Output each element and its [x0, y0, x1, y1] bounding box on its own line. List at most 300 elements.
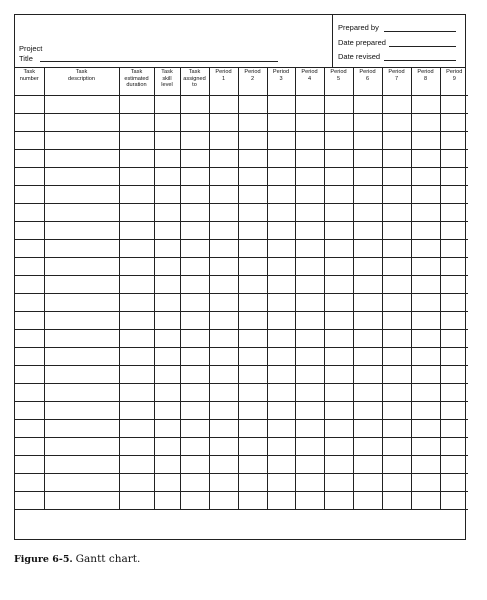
table-cell[interactable] — [209, 222, 238, 240]
table-cell[interactable] — [353, 240, 382, 258]
table-cell[interactable] — [180, 204, 209, 222]
table-cell[interactable] — [295, 330, 324, 348]
table-cell[interactable] — [209, 384, 238, 402]
table-cell[interactable] — [209, 348, 238, 366]
table-cell[interactable] — [119, 420, 154, 438]
table-cell[interactable] — [267, 240, 295, 258]
table-cell[interactable] — [295, 276, 324, 294]
table-cell[interactable] — [353, 420, 382, 438]
table-cell[interactable] — [324, 402, 353, 420]
table-cell[interactable] — [440, 474, 468, 492]
table-cell[interactable] — [353, 222, 382, 240]
table-cell[interactable] — [267, 420, 295, 438]
table-cell[interactable] — [44, 132, 119, 150]
table-cell[interactable] — [382, 492, 411, 510]
table-cell[interactable] — [180, 258, 209, 276]
table-cell[interactable] — [180, 276, 209, 294]
table-cell[interactable] — [180, 474, 209, 492]
table-cell[interactable] — [15, 312, 44, 330]
table-cell[interactable] — [353, 132, 382, 150]
table-cell[interactable] — [411, 312, 440, 330]
table-cell[interactable] — [295, 240, 324, 258]
table-cell[interactable] — [15, 492, 44, 510]
table-cell[interactable] — [382, 240, 411, 258]
table-cell[interactable] — [382, 348, 411, 366]
table-cell[interactable] — [15, 402, 44, 420]
table-cell[interactable] — [295, 312, 324, 330]
table-cell[interactable] — [440, 492, 468, 510]
table-cell[interactable] — [238, 348, 267, 366]
table-cell[interactable] — [154, 312, 180, 330]
table-cell[interactable] — [295, 402, 324, 420]
table-cell[interactable] — [353, 258, 382, 276]
table-cell[interactable] — [15, 96, 44, 114]
table-cell[interactable] — [267, 348, 295, 366]
table-cell[interactable] — [353, 492, 382, 510]
table-cell[interactable] — [411, 294, 440, 312]
table-cell[interactable] — [180, 330, 209, 348]
table-cell[interactable] — [15, 186, 44, 204]
table-cell[interactable] — [382, 114, 411, 132]
table-cell[interactable] — [295, 420, 324, 438]
table-cell[interactable] — [324, 258, 353, 276]
table-cell[interactable] — [382, 312, 411, 330]
table-cell[interactable] — [382, 456, 411, 474]
table-cell[interactable] — [15, 456, 44, 474]
table-cell[interactable] — [324, 384, 353, 402]
table-cell[interactable] — [238, 492, 267, 510]
table-cell[interactable] — [295, 474, 324, 492]
table-cell[interactable] — [44, 276, 119, 294]
table-cell[interactable] — [324, 294, 353, 312]
table-cell[interactable] — [324, 132, 353, 150]
table-cell[interactable] — [411, 114, 440, 132]
table-cell[interactable] — [44, 348, 119, 366]
table-cell[interactable] — [209, 474, 238, 492]
table-cell[interactable] — [44, 96, 119, 114]
table-cell[interactable] — [440, 384, 468, 402]
table-cell[interactable] — [267, 114, 295, 132]
table-cell[interactable] — [353, 402, 382, 420]
table-cell[interactable] — [209, 186, 238, 204]
table-cell[interactable] — [267, 330, 295, 348]
table-cell[interactable] — [180, 186, 209, 204]
table-cell[interactable] — [324, 96, 353, 114]
table-cell[interactable] — [267, 492, 295, 510]
table-cell[interactable] — [295, 186, 324, 204]
table-cell[interactable] — [119, 168, 154, 186]
table-cell[interactable] — [267, 402, 295, 420]
table-cell[interactable] — [440, 366, 468, 384]
table-cell[interactable] — [180, 312, 209, 330]
table-cell[interactable] — [267, 168, 295, 186]
table-cell[interactable] — [209, 492, 238, 510]
table-cell[interactable] — [411, 258, 440, 276]
table-cell[interactable] — [209, 96, 238, 114]
table-cell[interactable] — [154, 366, 180, 384]
table-cell[interactable] — [324, 186, 353, 204]
table-cell[interactable] — [440, 132, 468, 150]
table-cell[interactable] — [238, 312, 267, 330]
table-cell[interactable] — [15, 132, 44, 150]
table-cell[interactable] — [440, 168, 468, 186]
table-cell[interactable] — [15, 240, 44, 258]
table-cell[interactable] — [411, 276, 440, 294]
table-cell[interactable] — [267, 474, 295, 492]
table-cell[interactable] — [209, 438, 238, 456]
table-cell[interactable] — [154, 348, 180, 366]
table-cell[interactable] — [119, 204, 154, 222]
table-cell[interactable] — [382, 132, 411, 150]
table-cell[interactable] — [324, 168, 353, 186]
table-cell[interactable] — [44, 384, 119, 402]
table-cell[interactable] — [44, 330, 119, 348]
date-revised-field[interactable] — [384, 60, 456, 61]
table-cell[interactable] — [119, 438, 154, 456]
table-cell[interactable] — [119, 312, 154, 330]
table-cell[interactable] — [154, 384, 180, 402]
table-cell[interactable] — [353, 366, 382, 384]
table-cell[interactable] — [238, 222, 267, 240]
table-cell[interactable] — [209, 204, 238, 222]
table-cell[interactable] — [440, 420, 468, 438]
table-cell[interactable] — [180, 132, 209, 150]
table-cell[interactable] — [440, 348, 468, 366]
table-cell[interactable] — [295, 114, 324, 132]
table-cell[interactable] — [440, 330, 468, 348]
table-cell[interactable] — [382, 222, 411, 240]
table-cell[interactable] — [353, 96, 382, 114]
table-cell[interactable] — [119, 276, 154, 294]
table-cell[interactable] — [440, 204, 468, 222]
table-cell[interactable] — [295, 456, 324, 474]
table-cell[interactable] — [295, 168, 324, 186]
table-cell[interactable] — [411, 384, 440, 402]
table-cell[interactable] — [440, 258, 468, 276]
table-cell[interactable] — [440, 438, 468, 456]
table-cell[interactable] — [119, 114, 154, 132]
table-cell[interactable] — [154, 222, 180, 240]
table-cell[interactable] — [295, 492, 324, 510]
table-cell[interactable] — [238, 474, 267, 492]
table-cell[interactable] — [382, 150, 411, 168]
table-cell[interactable] — [15, 330, 44, 348]
table-cell[interactable] — [180, 168, 209, 186]
table-cell[interactable] — [154, 294, 180, 312]
table-cell[interactable] — [44, 258, 119, 276]
table-cell[interactable] — [324, 150, 353, 168]
table-cell[interactable] — [209, 420, 238, 438]
prepared-by-field[interactable] — [384, 31, 456, 32]
table-cell[interactable] — [411, 456, 440, 474]
table-cell[interactable] — [180, 456, 209, 474]
table-cell[interactable] — [324, 420, 353, 438]
table-cell[interactable] — [15, 366, 44, 384]
table-cell[interactable] — [238, 330, 267, 348]
table-cell[interactable] — [154, 186, 180, 204]
table-cell[interactable] — [382, 402, 411, 420]
table-cell[interactable] — [119, 240, 154, 258]
table-cell[interactable] — [353, 204, 382, 222]
table-cell[interactable] — [324, 456, 353, 474]
table-cell[interactable] — [382, 204, 411, 222]
table-cell[interactable] — [180, 240, 209, 258]
title-field[interactable] — [40, 61, 278, 62]
table-cell[interactable] — [324, 438, 353, 456]
table-cell[interactable] — [154, 168, 180, 186]
table-cell[interactable] — [353, 312, 382, 330]
table-cell[interactable] — [15, 258, 44, 276]
table-cell[interactable] — [44, 456, 119, 474]
table-cell[interactable] — [411, 96, 440, 114]
table-cell[interactable] — [119, 132, 154, 150]
table-cell[interactable] — [154, 420, 180, 438]
table-cell[interactable] — [154, 240, 180, 258]
table-cell[interactable] — [119, 348, 154, 366]
table-cell[interactable] — [15, 384, 44, 402]
table-cell[interactable] — [15, 150, 44, 168]
table-cell[interactable] — [440, 456, 468, 474]
table-cell[interactable] — [382, 420, 411, 438]
table-cell[interactable] — [295, 384, 324, 402]
table-cell[interactable] — [119, 258, 154, 276]
table-cell[interactable] — [324, 114, 353, 132]
table-cell[interactable] — [209, 366, 238, 384]
table-cell[interactable] — [180, 402, 209, 420]
table-cell[interactable] — [238, 402, 267, 420]
table-cell[interactable] — [267, 294, 295, 312]
table-cell[interactable] — [411, 330, 440, 348]
table-cell[interactable] — [180, 96, 209, 114]
table-cell[interactable] — [411, 474, 440, 492]
table-cell[interactable] — [382, 366, 411, 384]
table-cell[interactable] — [15, 474, 44, 492]
table-cell[interactable] — [440, 402, 468, 420]
table-cell[interactable] — [180, 222, 209, 240]
table-cell[interactable] — [44, 240, 119, 258]
table-cell[interactable] — [154, 438, 180, 456]
table-cell[interactable] — [295, 204, 324, 222]
table-cell[interactable] — [238, 204, 267, 222]
table-cell[interactable] — [353, 474, 382, 492]
table-cell[interactable] — [238, 150, 267, 168]
table-cell[interactable] — [295, 294, 324, 312]
table-cell[interactable] — [180, 366, 209, 384]
table-cell[interactable] — [382, 186, 411, 204]
table-cell[interactable] — [411, 402, 440, 420]
table-cell[interactable] — [15, 420, 44, 438]
table-cell[interactable] — [180, 348, 209, 366]
table-cell[interactable] — [44, 420, 119, 438]
table-cell[interactable] — [267, 384, 295, 402]
table-cell[interactable] — [15, 438, 44, 456]
table-cell[interactable] — [119, 294, 154, 312]
table-cell[interactable] — [209, 330, 238, 348]
table-cell[interactable] — [119, 474, 154, 492]
table-cell[interactable] — [15, 276, 44, 294]
table-cell[interactable] — [267, 186, 295, 204]
table-cell[interactable] — [209, 312, 238, 330]
table-cell[interactable] — [295, 438, 324, 456]
table-cell[interactable] — [267, 258, 295, 276]
table-cell[interactable] — [324, 312, 353, 330]
table-cell[interactable] — [44, 294, 119, 312]
table-cell[interactable] — [324, 474, 353, 492]
table-cell[interactable] — [382, 258, 411, 276]
table-cell[interactable] — [44, 474, 119, 492]
table-cell[interactable] — [15, 168, 44, 186]
table-cell[interactable] — [440, 150, 468, 168]
table-cell[interactable] — [238, 240, 267, 258]
table-cell[interactable] — [209, 168, 238, 186]
table-cell[interactable] — [15, 294, 44, 312]
table-cell[interactable] — [119, 150, 154, 168]
table-cell[interactable] — [44, 114, 119, 132]
table-cell[interactable] — [382, 384, 411, 402]
table-cell[interactable] — [353, 348, 382, 366]
table-cell[interactable] — [154, 474, 180, 492]
table-cell[interactable] — [267, 438, 295, 456]
table-cell[interactable] — [154, 132, 180, 150]
table-cell[interactable] — [119, 366, 154, 384]
table-cell[interactable] — [44, 438, 119, 456]
table-cell[interactable] — [411, 438, 440, 456]
table-cell[interactable] — [238, 114, 267, 132]
table-cell[interactable] — [209, 114, 238, 132]
table-cell[interactable] — [440, 294, 468, 312]
table-cell[interactable] — [440, 240, 468, 258]
table-cell[interactable] — [209, 258, 238, 276]
table-cell[interactable] — [353, 438, 382, 456]
table-cell[interactable] — [295, 348, 324, 366]
table-cell[interactable] — [411, 168, 440, 186]
table-cell[interactable] — [180, 294, 209, 312]
table-cell[interactable] — [353, 294, 382, 312]
table-cell[interactable] — [411, 366, 440, 384]
table-cell[interactable] — [238, 456, 267, 474]
table-cell[interactable] — [267, 150, 295, 168]
table-cell[interactable] — [154, 492, 180, 510]
table-cell[interactable] — [440, 186, 468, 204]
table-cell[interactable] — [44, 366, 119, 384]
table-cell[interactable] — [154, 96, 180, 114]
table-cell[interactable] — [440, 276, 468, 294]
table-cell[interactable] — [411, 186, 440, 204]
table-cell[interactable] — [411, 348, 440, 366]
table-cell[interactable] — [209, 240, 238, 258]
table-cell[interactable] — [353, 384, 382, 402]
table-cell[interactable] — [154, 204, 180, 222]
table-cell[interactable] — [382, 330, 411, 348]
table-cell[interactable] — [324, 204, 353, 222]
table-cell[interactable] — [440, 96, 468, 114]
table-cell[interactable] — [15, 222, 44, 240]
table-cell[interactable] — [353, 150, 382, 168]
table-cell[interactable] — [324, 366, 353, 384]
table-cell[interactable] — [180, 384, 209, 402]
table-cell[interactable] — [209, 150, 238, 168]
table-cell[interactable] — [238, 384, 267, 402]
table-cell[interactable] — [44, 492, 119, 510]
table-cell[interactable] — [382, 474, 411, 492]
table-cell[interactable] — [44, 402, 119, 420]
table-cell[interactable] — [238, 366, 267, 384]
table-cell[interactable] — [295, 150, 324, 168]
table-cell[interactable] — [267, 222, 295, 240]
table-cell[interactable] — [119, 186, 154, 204]
table-cell[interactable] — [324, 276, 353, 294]
table-cell[interactable] — [209, 132, 238, 150]
table-cell[interactable] — [324, 492, 353, 510]
table-cell[interactable] — [324, 240, 353, 258]
table-cell[interactable] — [353, 168, 382, 186]
table-cell[interactable] — [353, 330, 382, 348]
table-cell[interactable] — [295, 258, 324, 276]
table-cell[interactable] — [295, 96, 324, 114]
table-cell[interactable] — [154, 150, 180, 168]
table-cell[interactable] — [154, 330, 180, 348]
table-cell[interactable] — [411, 240, 440, 258]
table-cell[interactable] — [238, 294, 267, 312]
table-cell[interactable] — [180, 420, 209, 438]
table-cell[interactable] — [411, 204, 440, 222]
table-cell[interactable] — [154, 258, 180, 276]
table-cell[interactable] — [295, 222, 324, 240]
table-cell[interactable] — [382, 438, 411, 456]
table-cell[interactable] — [324, 330, 353, 348]
table-cell[interactable] — [209, 456, 238, 474]
table-cell[interactable] — [267, 366, 295, 384]
table-cell[interactable] — [411, 420, 440, 438]
table-cell[interactable] — [44, 150, 119, 168]
table-cell[interactable] — [295, 132, 324, 150]
table-cell[interactable] — [154, 402, 180, 420]
table-cell[interactable] — [238, 438, 267, 456]
table-cell[interactable] — [238, 420, 267, 438]
table-cell[interactable] — [238, 132, 267, 150]
table-cell[interactable] — [353, 186, 382, 204]
table-cell[interactable] — [411, 132, 440, 150]
table-cell[interactable] — [209, 402, 238, 420]
table-cell[interactable] — [238, 96, 267, 114]
table-cell[interactable] — [267, 204, 295, 222]
table-cell[interactable] — [324, 222, 353, 240]
table-cell[interactable] — [44, 204, 119, 222]
table-cell[interactable] — [267, 132, 295, 150]
table-cell[interactable] — [180, 150, 209, 168]
table-cell[interactable] — [382, 294, 411, 312]
table-cell[interactable] — [154, 276, 180, 294]
table-cell[interactable] — [119, 222, 154, 240]
table-cell[interactable] — [238, 186, 267, 204]
date-prepared-field[interactable] — [389, 46, 456, 47]
table-cell[interactable] — [238, 276, 267, 294]
table-cell[interactable] — [180, 114, 209, 132]
table-cell[interactable] — [440, 222, 468, 240]
table-cell[interactable] — [15, 204, 44, 222]
table-cell[interactable] — [119, 492, 154, 510]
table-cell[interactable] — [209, 276, 238, 294]
table-cell[interactable] — [180, 438, 209, 456]
table-cell[interactable] — [382, 168, 411, 186]
table-cell[interactable] — [180, 492, 209, 510]
table-cell[interactable] — [209, 294, 238, 312]
table-cell[interactable] — [411, 222, 440, 240]
table-cell[interactable] — [154, 456, 180, 474]
table-cell[interactable] — [44, 222, 119, 240]
table-cell[interactable] — [353, 456, 382, 474]
table-cell[interactable] — [119, 456, 154, 474]
